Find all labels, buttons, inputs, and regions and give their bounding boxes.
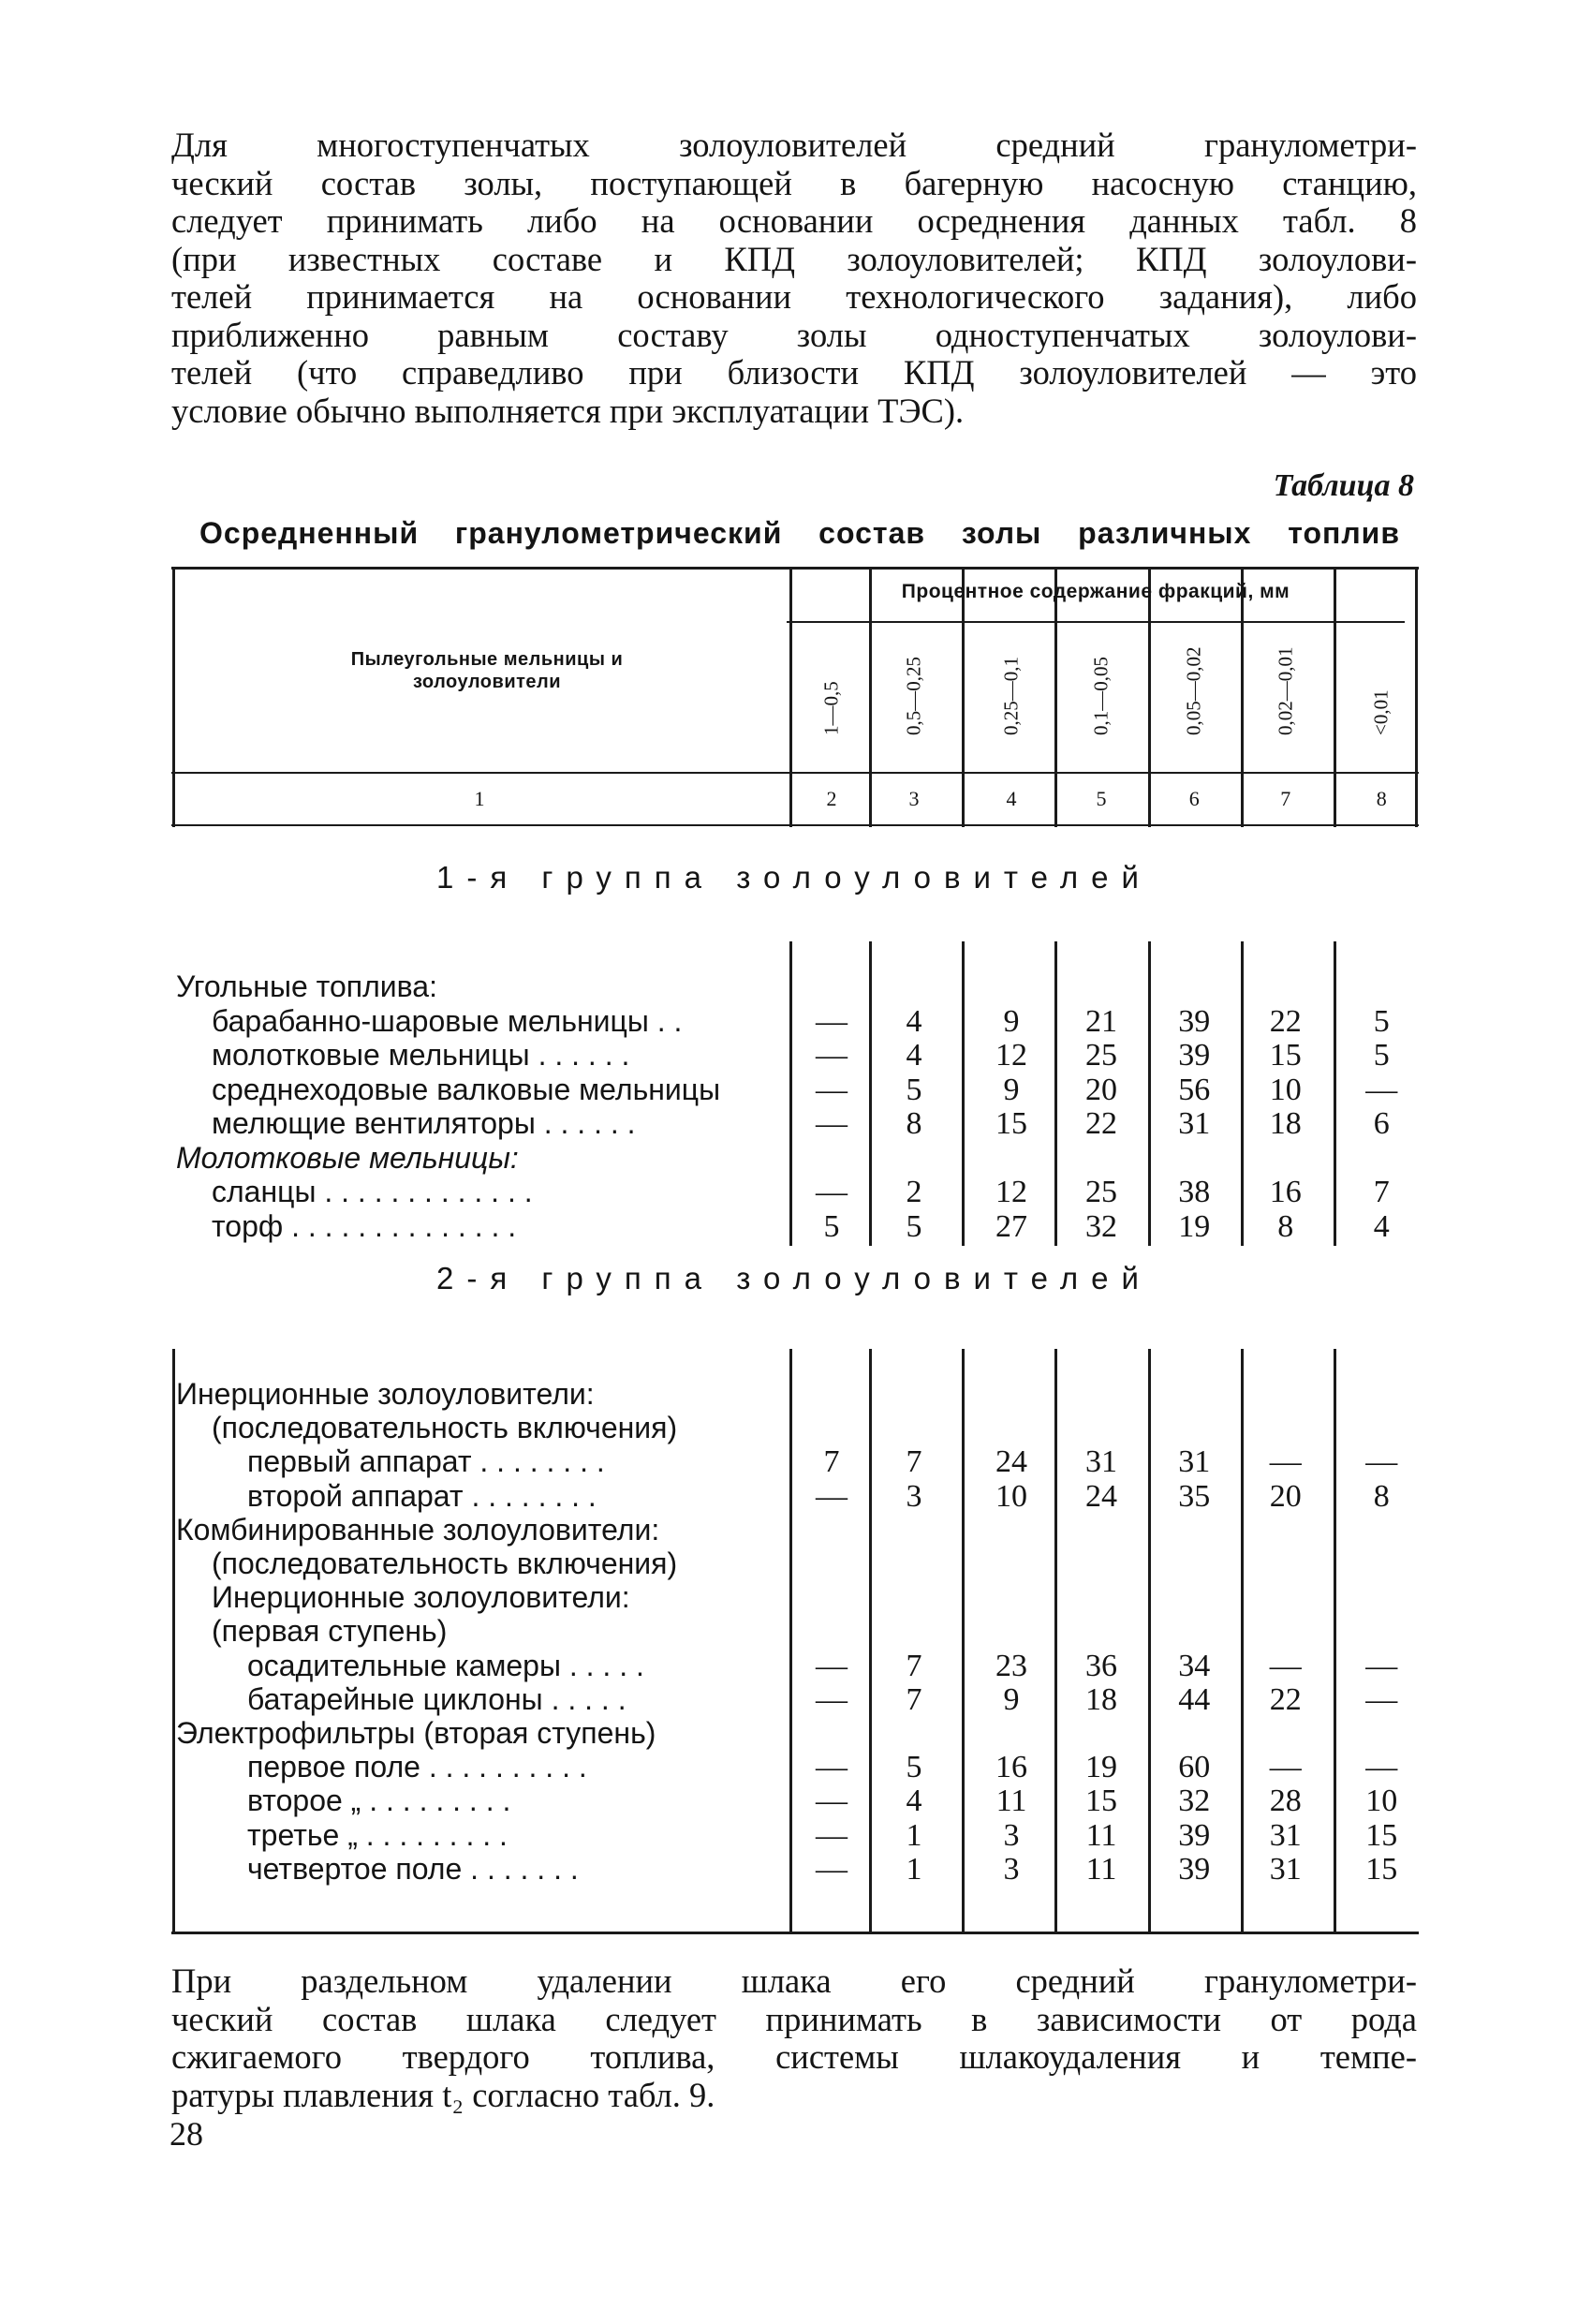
column-number: 1 [474, 787, 485, 810]
row-value: 18 [1085, 1681, 1117, 1717]
row-value: 35 [1178, 1478, 1211, 1514]
row-value: 25 [1085, 1038, 1117, 1073]
fraction-header-label: <0,01 [1369, 689, 1393, 735]
fraction-header-label: 0,02—0,01 [1274, 646, 1297, 735]
column-divider [1148, 569, 1151, 827]
table-number: Таблица 8 [1273, 468, 1414, 503]
row-label: батарейные циклоны . . . . . [247, 1681, 626, 1716]
fraction-header-label: 1—0,5 [819, 681, 843, 735]
text-line: условие обычно выполняется при эксплуатации ТЭС). [171, 391, 965, 430]
row-value: 19 [1085, 1750, 1117, 1785]
row-value: — [816, 1106, 848, 1141]
row-value: — [1365, 1444, 1398, 1480]
row-label: Комбинированные золоуловители: [176, 1512, 660, 1547]
intro-paragraph [171, 126, 1417, 430]
row-label: Инерционные золоуловители: [212, 1580, 630, 1615]
header-fractions-title: Процентное содержание фракций, мм [901, 581, 1290, 602]
table-row [176, 1580, 1412, 1614]
fraction-header-label: 0,1—0,05 [1089, 657, 1113, 735]
row-value: 4 [906, 1038, 922, 1073]
column-divider [789, 569, 792, 827]
row-value: 15 [1269, 1038, 1302, 1073]
group2-title: 2-я группа золоуловителей [436, 1261, 1152, 1295]
row-value: 10 [1365, 1784, 1398, 1819]
row-label: осадительные камеры . . . . . [247, 1648, 644, 1682]
row-value: 7 [906, 1444, 922, 1480]
row-value: 18 [1269, 1106, 1302, 1141]
text-line: (при известных составе и КПД золоуловителей; КПД золоулови- [171, 239, 1417, 278]
row-value: 4 [906, 1003, 922, 1039]
table-row [176, 1377, 1412, 1411]
row-value: — [816, 1003, 848, 1039]
row-value: 28 [1269, 1784, 1302, 1819]
row-value: 5 [1373, 1038, 1390, 1073]
table-row [176, 1547, 1412, 1580]
row-value: 12 [995, 1175, 1027, 1209]
row-value: 5 [823, 1208, 840, 1244]
row-value: — [816, 1681, 848, 1717]
row-value: 32 [1085, 1208, 1117, 1244]
row-value: 21 [1085, 1003, 1117, 1039]
text-line: ческий состав шлака следует принимать в зависимости от рода [171, 1999, 1417, 2038]
row-value: 12 [995, 1038, 1027, 1073]
row-value: — [1269, 1750, 1302, 1785]
column-divider [962, 569, 965, 827]
row-label: мелющие вентиляторы . . . . . . [212, 1106, 636, 1140]
table-row [176, 1038, 1412, 1072]
table-row [176, 1513, 1412, 1547]
row-value: 15 [1365, 1851, 1398, 1887]
table-row [176, 1004, 1412, 1038]
row-value: — [816, 1038, 848, 1073]
table-bottom-rule [171, 1932, 1419, 1934]
fraction-header-label: 0,05—0,02 [1182, 646, 1205, 735]
row-value: 7 [823, 1444, 840, 1480]
row-value: 2 [906, 1175, 922, 1209]
row-value: 60 [1178, 1750, 1211, 1785]
table-row [176, 1649, 1412, 1682]
column-divider [1054, 569, 1057, 827]
row-label: среднеходовые валковые мельницы [212, 1072, 721, 1106]
row-value: 11 [995, 1784, 1027, 1819]
row-value: — [1365, 1648, 1398, 1683]
table-top-rule [171, 567, 1419, 570]
row-value: 27 [995, 1208, 1027, 1244]
column-number: 4 [1006, 787, 1017, 810]
row-value: 7 [906, 1648, 922, 1683]
fraction-header-label: 0,5—0,25 [902, 657, 925, 735]
table-row [176, 1209, 1412, 1243]
fraction-header [983, 609, 1039, 759]
row-value: 7 [1373, 1175, 1390, 1209]
row-label: второй аппарат . . . . . . . . [247, 1478, 597, 1513]
row-value: — [816, 1784, 848, 1819]
row-label: (первая ступень) [212, 1614, 448, 1649]
row-label: сланцы . . . . . . . . . . . . . [212, 1175, 533, 1208]
row-label: (последовательность включения) [212, 1547, 678, 1580]
column-number: 5 [1096, 787, 1107, 810]
row-label: четвертое поле . . . . . . . [247, 1851, 579, 1886]
row-value: 6 [1373, 1106, 1390, 1141]
row-value: — [816, 1072, 848, 1107]
row-value: 31 [1178, 1444, 1211, 1480]
column-number: 6 [1188, 787, 1200, 810]
row-value: 22 [1085, 1106, 1117, 1141]
row-value: 1 [906, 1851, 922, 1887]
table-row [176, 970, 1412, 1003]
table-row [176, 1141, 1412, 1175]
row-value: 39 [1178, 1038, 1211, 1073]
row-value: 31 [1269, 1851, 1302, 1887]
fraction-header [1258, 609, 1314, 759]
column-number: 8 [1376, 787, 1387, 810]
row-value: 25 [1085, 1175, 1117, 1209]
fraction-header [1073, 609, 1129, 759]
row-value: 15 [1365, 1817, 1398, 1853]
row-value: 24 [995, 1444, 1027, 1480]
row-value: 44 [1178, 1681, 1211, 1717]
table-row [176, 1614, 1412, 1648]
row-value: 22 [1269, 1681, 1302, 1717]
header-left-line-1: Пылеугольные мельницы и [350, 649, 624, 670]
row-value: 4 [906, 1784, 922, 1819]
row-value: 56 [1178, 1072, 1211, 1107]
text-line: телей (что справедливо при близости КПД золоуловителей — это [171, 353, 1417, 392]
page-number: 28 [170, 2115, 203, 2153]
header-bottom-rule [171, 772, 1419, 774]
row-label: третье „ . . . . . . . . . [247, 1817, 508, 1852]
row-value: 31 [1178, 1106, 1211, 1141]
row-value: 34 [1178, 1648, 1211, 1683]
table-row [176, 1818, 1412, 1852]
table-row [176, 1784, 1412, 1817]
table-row [176, 1444, 1412, 1478]
row-label: (последовательность включения) [212, 1411, 678, 1445]
text-line: телей принимается на основании технологического задания), либо [171, 277, 1417, 316]
table-left-border-lower [172, 1349, 175, 1932]
header-left [281, 648, 693, 693]
row-value: — [816, 1478, 848, 1514]
row-value: 7 [906, 1681, 922, 1717]
row-value: 38 [1178, 1175, 1211, 1209]
table-row [176, 1750, 1412, 1784]
row-value: — [1365, 1072, 1398, 1107]
row-label: барабанно-шаровые мельницы . . [212, 1003, 683, 1038]
row-value: 24 [1085, 1478, 1117, 1514]
row-value: 39 [1178, 1851, 1211, 1887]
column-divider [1241, 569, 1244, 827]
row-value: 20 [1269, 1478, 1302, 1514]
row-value: 11 [1085, 1851, 1117, 1887]
row-label: первый аппарат . . . . . . . . [247, 1444, 605, 1479]
outro-paragraph [171, 1962, 1417, 2114]
row-label: Инерционные золоуловители: [176, 1377, 595, 1411]
fraction-header [1353, 609, 1409, 759]
table-row [176, 1716, 1412, 1750]
table-title: Осредненный гранулометрический состав золы различных топлив [199, 516, 1400, 550]
row-value: 31 [1085, 1444, 1117, 1480]
row-value: — [816, 1175, 848, 1209]
text-line: Для многоступенчатых золоуловителей средний гранулометри- [171, 126, 1417, 164]
row-label: торф . . . . . . . . . . . . . . [212, 1208, 517, 1243]
table-row [176, 1106, 1412, 1140]
row-value: 1 [906, 1817, 922, 1853]
text-line: следует принимать либо на основании осреднения данных табл. 8 [171, 201, 1417, 240]
row-value: 5 [1373, 1003, 1390, 1039]
row-value: 5 [906, 1208, 922, 1244]
row-value: 36 [1085, 1648, 1117, 1683]
table-row [176, 1411, 1412, 1444]
table-row [176, 1175, 1412, 1208]
row-value: 5 [906, 1750, 922, 1785]
row-value: — [1365, 1681, 1398, 1717]
text-line: приближенно равным составу золы одноступенчатых золоулови- [171, 315, 1417, 354]
column-number: 3 [908, 787, 920, 810]
table-row [176, 1479, 1412, 1513]
row-value: 16 [1269, 1175, 1302, 1209]
row-value: — [1365, 1750, 1398, 1785]
row-value: — [816, 1851, 848, 1887]
column-number: 2 [826, 787, 837, 810]
row-value: 9 [1003, 1681, 1020, 1717]
text-line: ческий состав золы, поступающей в багерную насосную станцию, [171, 163, 1417, 202]
text-line: сжигаемого твердого топлива, системы шлакоудаления и темпе- [171, 2037, 1417, 2076]
row-label: Электрофильтры (вторая ступень) [176, 1716, 656, 1750]
fraction-header [1166, 609, 1222, 759]
row-value: 8 [1277, 1208, 1294, 1244]
row-value: 15 [1085, 1784, 1117, 1819]
row-value: 10 [1269, 1072, 1302, 1107]
row-value: 39 [1178, 1003, 1211, 1039]
row-value: 4 [1373, 1208, 1390, 1244]
row-label: второе „ . . . . . . . . . [247, 1784, 511, 1818]
row-value: 22 [1269, 1003, 1302, 1039]
row-value: 20 [1085, 1072, 1117, 1107]
row-value: 10 [995, 1478, 1027, 1514]
text-line: При раздельном удалении шлака его средний гранулометри- [171, 1961, 1417, 2000]
column-divider [1334, 569, 1336, 827]
row-value: 15 [995, 1106, 1027, 1141]
row-value: 11 [1085, 1817, 1117, 1853]
row-value: 9 [1003, 1003, 1020, 1039]
row-label: первое поле . . . . . . . . . . [247, 1750, 587, 1784]
row-label: Угольные топлива: [176, 970, 437, 1003]
fraction-header [803, 609, 860, 759]
row-value: 3 [1003, 1851, 1020, 1887]
table-left-border [172, 569, 175, 827]
row-value: — [1269, 1648, 1302, 1683]
row-value: — [1269, 1444, 1302, 1480]
row-value: 19 [1178, 1208, 1211, 1244]
column-number-rule [171, 824, 1419, 826]
table-row [176, 1852, 1412, 1886]
header-left-line-2: золоуловители [412, 672, 562, 692]
row-value: 9 [1003, 1072, 1020, 1107]
row-value: 3 [1003, 1817, 1020, 1853]
row-value: — [816, 1750, 848, 1785]
row-value: 39 [1178, 1817, 1211, 1853]
column-number: 7 [1280, 787, 1291, 810]
row-value: 8 [906, 1106, 922, 1141]
table-right-border [1415, 569, 1418, 827]
text-line: ратуры плавления t₂ согласно табл. 9. [171, 2075, 715, 2114]
row-value: 3 [906, 1478, 922, 1514]
fraction-header [886, 609, 942, 759]
row-value: 31 [1269, 1817, 1302, 1853]
row-value: 32 [1178, 1784, 1211, 1819]
row-value: — [816, 1817, 848, 1853]
column-divider [869, 569, 872, 827]
row-value: — [816, 1648, 848, 1683]
row-value: 23 [995, 1648, 1027, 1683]
row-value: 8 [1373, 1478, 1390, 1514]
row-value: 16 [995, 1750, 1027, 1785]
fraction-header-label: 0,25—0,1 [999, 657, 1023, 735]
row-value: 5 [906, 1072, 922, 1107]
row-label: молотковые мельницы . . . . . . [212, 1038, 630, 1072]
table-row [176, 1682, 1412, 1716]
table-row [176, 1073, 1412, 1106]
row-label: Молотковые мельницы: [176, 1140, 519, 1175]
group1-title: 1-я группа золоуловителей [436, 860, 1152, 895]
